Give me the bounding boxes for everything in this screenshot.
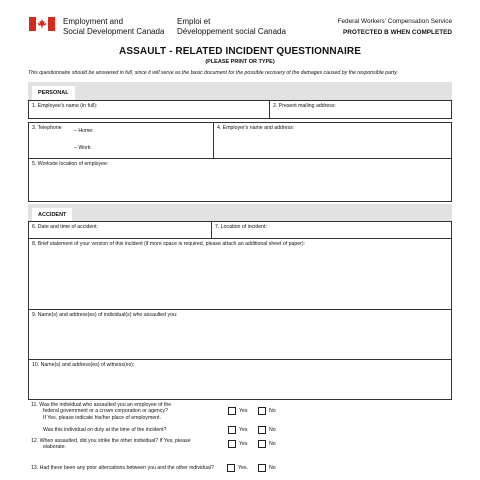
row-date-location	[28, 221, 452, 239]
assailants-field[interactable]	[29, 310, 451, 359]
worksite-field[interactable]	[29, 159, 451, 201]
accident-section-label: ACCIDENT	[32, 208, 72, 222]
q7-label: 7. Location of incident:	[215, 224, 267, 230]
telephone-field[interactable]	[29, 123, 213, 158]
q12-line2: elaborate.	[43, 444, 67, 451]
q11-row	[28, 402, 452, 426]
q12-yes-checkbox[interactable]	[228, 440, 236, 448]
q12-row	[28, 437, 452, 453]
org-en-line2: Social Development Canada	[63, 27, 165, 36]
protected-label: PROTECTED B WHEN COMPLETED	[343, 29, 452, 36]
row-witnesses	[28, 359, 452, 400]
q12-line1: 12. When assaulted, did you strike the other individual? If Yes, please	[31, 438, 191, 444]
row-worksite	[28, 158, 452, 202]
q11-yes-checkbox[interactable]	[228, 407, 236, 415]
org-name-english	[63, 17, 164, 37]
org-fr-line2: Développement social Canada	[177, 27, 286, 36]
q12-no-label: No	[269, 441, 276, 447]
personal-section-label: PERSONAL	[32, 86, 75, 100]
q12-yes-label: Yes	[239, 441, 248, 447]
q11-no-label: No	[269, 408, 276, 414]
q11-line1: 11. Was the individual who assaulted you an employee of the	[31, 402, 172, 408]
q6-label: 6. Date and time of accident:	[32, 224, 99, 230]
org-fr-line1: Emploi et	[177, 17, 211, 26]
q5-label: 5. Worksite location of employee:	[32, 161, 109, 167]
q10-label: 10. Name(s) and address(es) of witness(es):	[32, 362, 135, 368]
q11b-yes-label: Yes	[239, 427, 248, 433]
row-assailants	[28, 309, 452, 360]
q11-line2: federal government or a crown corporation or agency?	[43, 408, 168, 415]
personal-section-band	[28, 82, 452, 100]
form-header	[0, 0, 480, 42]
canada-flag-icon	[29, 17, 55, 31]
q11-no-checkbox[interactable]	[258, 407, 266, 415]
q11-line3: If Yes, please indicate his/her place of employment.	[43, 414, 161, 421]
employer-field[interactable]	[213, 123, 451, 158]
accident-date-field[interactable]	[29, 222, 211, 238]
q12-no-checkbox[interactable]	[258, 440, 266, 448]
q13-label: 13. Had there been any prior altercations between you and the other individual?	[31, 465, 214, 471]
q11b-label: Was this individual on duty at the time of the incident?	[43, 427, 167, 433]
q2-label: 2. Present mailing address:	[273, 103, 336, 109]
row-telephone-employer	[28, 122, 452, 159]
q11b-row	[28, 426, 452, 436]
form-subtitle: (PLEASE PRINT OR TYPE)	[205, 59, 275, 65]
q13-yes-label: Yes.	[238, 465, 248, 471]
q13-no-label: No	[269, 465, 276, 471]
q8-label: 8. Brief statement of your version of this incident (if more space is required, please attach an additional sheet of paper):	[32, 241, 306, 247]
form-title: ASSAULT - RELATED INCIDENT QUESTIONNAIRE	[119, 46, 361, 57]
q11-yes-label: Yes	[239, 408, 248, 414]
row-name-address	[28, 100, 452, 119]
telephone-home-label: – Home:	[74, 128, 94, 134]
q11b-no-label: No	[269, 427, 276, 433]
mailing-address-field[interactable]	[269, 101, 451, 118]
form-intro: This questionnaire should be answered in full, since it will serve as the basic document for the possible recovery of the damages caused by the responsible party.	[28, 70, 398, 76]
q13-yes-checkbox[interactable]	[227, 464, 235, 472]
q11b-yes-checkbox[interactable]	[228, 426, 236, 434]
telephone-work-label: – Work:	[74, 145, 92, 151]
q13-no-checkbox[interactable]	[258, 464, 266, 472]
service-name: Federal Workers' Compensation Service	[337, 18, 452, 25]
q11b-no-checkbox[interactable]	[258, 426, 266, 434]
witnesses-field[interactable]	[29, 360, 451, 399]
q11-label	[31, 402, 171, 421]
incident-location-field[interactable]	[211, 222, 451, 238]
accident-section-band	[28, 204, 452, 222]
q1-label: 1. Employee's name (in full):	[32, 103, 98, 109]
employee-name-field[interactable]	[29, 101, 269, 118]
row-statement	[28, 238, 452, 310]
q13-row	[28, 464, 452, 474]
q9-label: 9. Name(s) and address(es) of individual(s) who assaulted you:	[32, 312, 178, 318]
statement-field[interactable]	[29, 239, 451, 309]
q3-label: 3. Telephone	[32, 125, 62, 131]
q12-label	[31, 438, 190, 451]
q4-label: 4. Employer's name and address:	[217, 125, 295, 131]
org-en-line1: Employment and	[63, 17, 124, 26]
org-name-french	[177, 17, 286, 37]
